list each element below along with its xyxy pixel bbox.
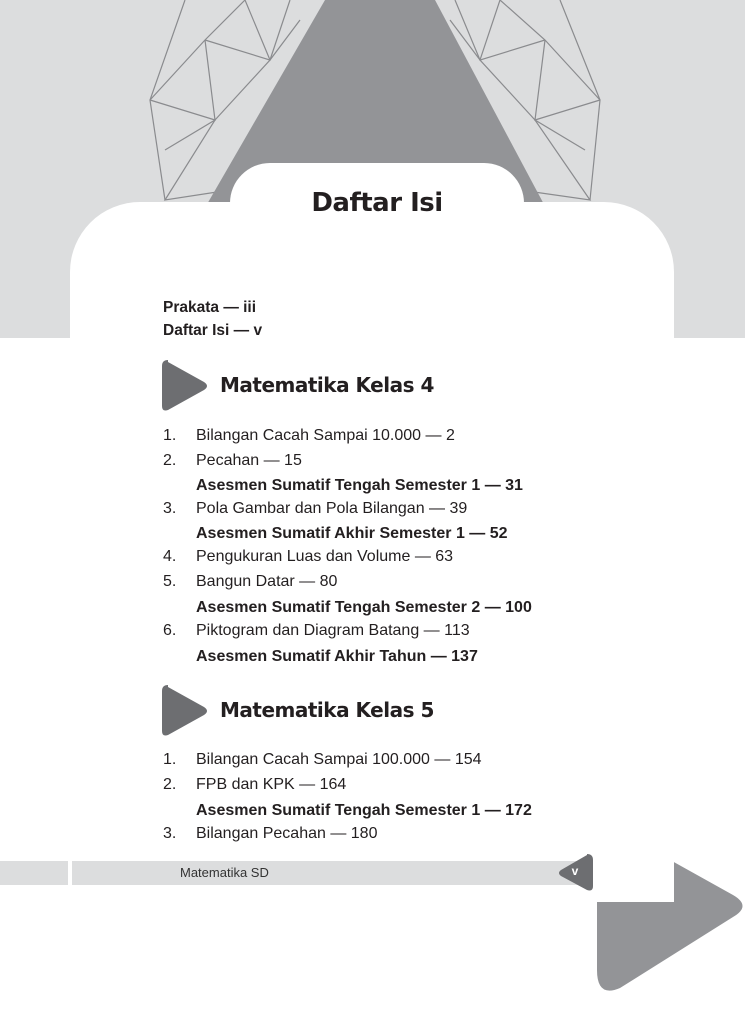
- toc-entry[interactable]: 6. Piktogram dan Diagram Batang — 113: [163, 622, 470, 639]
- toc-entry[interactable]: 4. Pengukuran Luas dan Volume — 63: [163, 548, 454, 565]
- footer-bar-left: [0, 861, 68, 885]
- toc-entry[interactable]: 3. Pola Gambar dan Pola Bilangan — 39: [163, 500, 468, 517]
- toc-assessment[interactable]: Asesmen Sumatif Tengah Semester 2 — 100: [196, 599, 532, 616]
- page-title: Daftar Isi: [311, 188, 443, 218]
- toc-assessment[interactable]: Asesmen Sumatif Tengah Semester 1 — 172: [196, 802, 532, 819]
- toc-entry[interactable]: 2. Pecahan — 15: [163, 452, 302, 469]
- front-matter-daftar-isi[interactable]: Daftar Isi — v: [163, 322, 263, 339]
- section-arrow-icon: [160, 360, 210, 412]
- toc-assessment[interactable]: Asesmen Sumatif Akhir Semester 1 — 52: [196, 525, 508, 542]
- toc-entry[interactable]: 5. Bangun Datar — 80: [163, 573, 338, 590]
- footer-book-title: Matematika SD: [180, 865, 269, 880]
- toc-entry[interactable]: 2. FPB dan KPK — 164: [163, 776, 347, 793]
- section-heading-kelas-4: Matematika Kelas 4: [220, 373, 434, 397]
- toc-entry[interactable]: 1. Bilangan Cacah Sampai 100.000 — 154: [163, 751, 482, 768]
- front-matter-prakata[interactable]: Prakata — iii: [163, 299, 257, 316]
- page-number: v: [571, 864, 579, 878]
- toc-entry[interactable]: 1. Bilangan Cacah Sampai 10.000 — 2: [163, 427, 455, 444]
- toc-assessment[interactable]: Asesmen Sumatif Tengah Semester 1 — 31: [196, 477, 523, 494]
- section-arrow-icon: [160, 685, 210, 737]
- section-heading-kelas-5: Matematika Kelas 5: [220, 698, 434, 722]
- footer-bar: [72, 861, 592, 885]
- toc-entry[interactable]: 3. Bilangan Pecahan — 180: [163, 825, 378, 842]
- toc-assessment[interactable]: Asesmen Sumatif Akhir Tahun — 137: [196, 648, 478, 665]
- title-pill: [230, 163, 524, 243]
